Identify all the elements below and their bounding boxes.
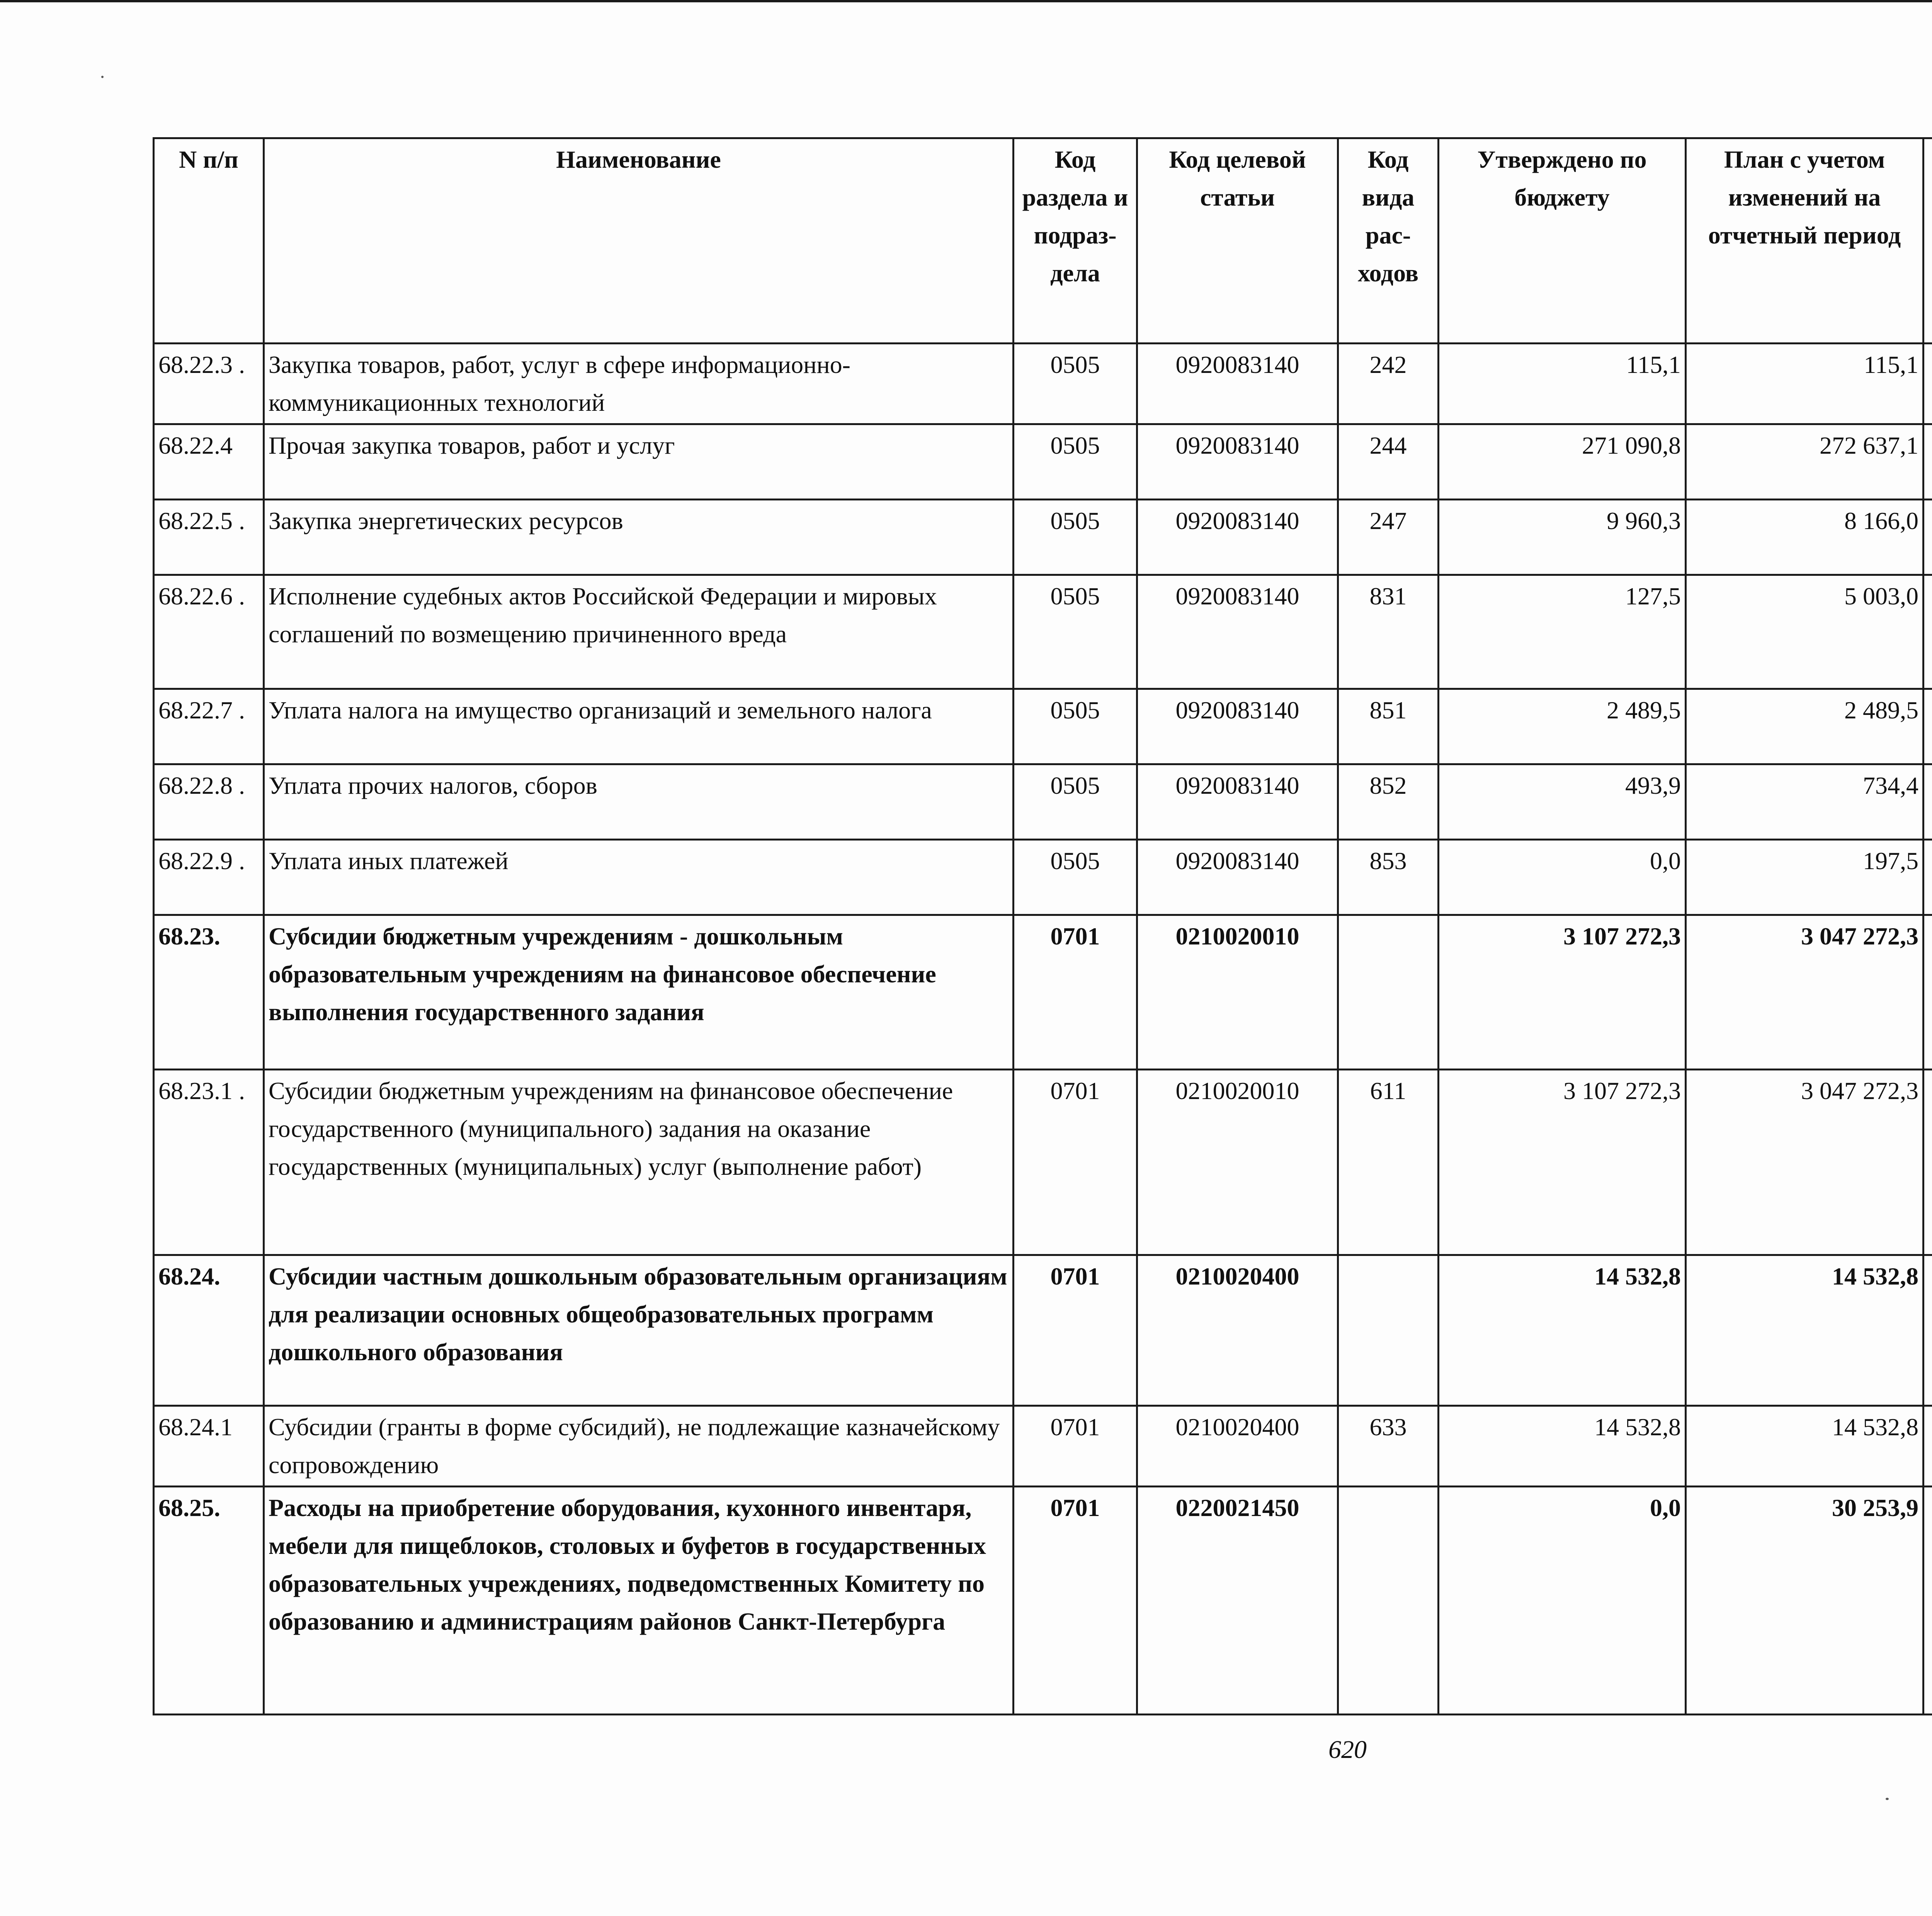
cell-approved: 0,0 <box>1439 840 1686 915</box>
budget-execution-table <box>153 137 1932 1715</box>
cell-number: 68.22.7 . <box>154 689 264 764</box>
cell-target-code: 0210020400 <box>1137 1255 1338 1406</box>
header-target-code: Код целевой статьи <box>1137 138 1338 344</box>
cell-name: Субсидии частным дошкольным образовательным организациям для реализации основных общеобразовательных программ дошкольного образования <box>264 1255 1014 1406</box>
cell-name: Субсидии бюджетным учреждениям на финансовое обеспечение государственного (муниципального) задания на оказание государственных (муниципальных) услуг (выполнение работ) <box>264 1070 1014 1255</box>
cell-expense-type: 244 <box>1338 424 1439 500</box>
cell-expense-type: 611 <box>1338 1070 1439 1255</box>
cell-section-code: 0505 <box>1014 344 1137 424</box>
cell-executed <box>1923 915 1932 1070</box>
cell-target-code: 0920083140 <box>1137 424 1338 500</box>
cell-section-code: 0701 <box>1014 1070 1137 1255</box>
cell-approved: 14 532,8 <box>1439 1406 1686 1487</box>
cell-executed <box>1923 840 1932 915</box>
table-row <box>154 424 1932 500</box>
header-approved: Утверждено по бюджету <box>1439 138 1686 344</box>
cell-plan: 14 532,8 <box>1686 1255 1923 1406</box>
cell-executed <box>1923 1487 1932 1715</box>
header-expense-type-code: Код вида рас-ходов <box>1338 138 1439 344</box>
cell-section-code: 0505 <box>1014 689 1137 764</box>
cell-executed <box>1923 1070 1932 1255</box>
cell-target-code: 0920083140 <box>1137 689 1338 764</box>
cell-approved: 493,9 <box>1439 764 1686 840</box>
page-number: 620 <box>1328 1736 1367 1764</box>
table-row <box>154 840 1932 915</box>
cell-target-code: 0210020010 <box>1137 1070 1338 1255</box>
cell-name: Субсидии (гранты в форме субсидий), не подлежащие казначейскому сопровождению <box>264 1406 1014 1487</box>
cell-name: Уплата прочих налогов, сборов <box>264 764 1014 840</box>
cell-expense-type: 852 <box>1338 764 1439 840</box>
cell-name: Исполнение судебных актов Российской Федерации и мировых соглашений по возмещению причиненного вреда <box>264 575 1014 689</box>
table-row <box>154 689 1932 764</box>
cell-approved: 115,1 <box>1439 344 1686 424</box>
cell-approved: 3 107 272,3 <box>1439 1070 1686 1255</box>
cell-name: Закупка товаров, работ, услуг в сфере информационно-коммуникационных технологий <box>264 344 1014 424</box>
cell-target-code: 0210020010 <box>1137 915 1338 1070</box>
cell-executed <box>1923 1255 1932 1406</box>
cell-number: 68.22.9 . <box>154 840 264 915</box>
header-executed <box>1923 138 1932 344</box>
cell-expense-type <box>1338 915 1439 1070</box>
cell-section-code: 0505 <box>1014 500 1137 575</box>
cell-name: Субсидии бюджетным учреждениям - дошкольным образовательным учреждениям на финансовое обеспечение выполнения государственного задания <box>264 915 1014 1070</box>
cell-approved: 3 107 272,3 <box>1439 915 1686 1070</box>
cell-approved: 2 489,5 <box>1439 689 1686 764</box>
cell-number: 68.23. <box>154 915 264 1070</box>
cell-executed <box>1923 689 1932 764</box>
cell-approved: 9 960,3 <box>1439 500 1686 575</box>
cell-section-code: 0701 <box>1014 1487 1137 1715</box>
cell-approved: 14 532,8 <box>1439 1255 1686 1406</box>
cell-executed <box>1923 344 1932 424</box>
table-row <box>154 915 1932 1070</box>
cell-section-code: 0505 <box>1014 575 1137 689</box>
cell-plan: 30 253,9 <box>1686 1487 1923 1715</box>
cell-number: 68.22.5 . <box>154 500 264 575</box>
cell-target-code: 0920083140 <box>1137 840 1338 915</box>
cell-number: 68.22.8 . <box>154 764 264 840</box>
header-name: Наименование <box>264 138 1014 344</box>
cell-plan: 3 047 272,3 <box>1686 915 1923 1070</box>
cell-number: 68.22.6 . <box>154 575 264 689</box>
cell-expense-type: 247 <box>1338 500 1439 575</box>
cell-executed <box>1923 575 1932 689</box>
cell-section-code: 0701 <box>1014 1406 1137 1487</box>
cell-approved: 0,0 <box>1439 1487 1686 1715</box>
cell-expense-type: 242 <box>1338 344 1439 424</box>
cell-plan: 2 489,5 <box>1686 689 1923 764</box>
cell-number: 68.22.3 . <box>154 344 264 424</box>
cell-approved: 271 090,8 <box>1439 424 1686 500</box>
cell-executed <box>1923 500 1932 575</box>
header-n: N п/п <box>154 138 264 344</box>
cell-name: Уплата налога на имущество организаций и земельного налога <box>264 689 1014 764</box>
header-section-code: Код раздела и подраз-дела <box>1014 138 1137 344</box>
cell-section-code: 0701 <box>1014 915 1137 1070</box>
cell-target-code: 0920083140 <box>1137 500 1338 575</box>
header-plan: План с учетом изменений на отчетный период <box>1686 138 1923 344</box>
scan-speck <box>1886 1798 1889 1800</box>
cell-expense-type: 851 <box>1338 689 1439 764</box>
cell-target-code: 0920083140 <box>1137 344 1338 424</box>
table-row <box>154 1255 1932 1406</box>
scan-border-top <box>0 0 1932 2</box>
cell-number: 68.22.4 <box>154 424 264 500</box>
table-row <box>154 575 1932 689</box>
cell-plan: 734,4 <box>1686 764 1923 840</box>
cell-number: 68.24.1 <box>154 1406 264 1487</box>
table-row <box>154 1070 1932 1255</box>
table-row <box>154 344 1932 424</box>
table-row <box>154 1487 1932 1715</box>
cell-section-code: 0505 <box>1014 840 1137 915</box>
cell-expense-type <box>1338 1487 1439 1715</box>
cell-executed <box>1923 424 1932 500</box>
cell-target-code: 0220021450 <box>1137 1487 1338 1715</box>
cell-expense-type: 831 <box>1338 575 1439 689</box>
cell-number: 68.25. <box>154 1487 264 1715</box>
cell-name: Закупка энергетических ресурсов <box>264 500 1014 575</box>
cell-plan: 272 637,1 <box>1686 424 1923 500</box>
cell-plan: 3 047 272,3 <box>1686 1070 1923 1255</box>
cell-expense-type: 853 <box>1338 840 1439 915</box>
cell-approved: 127,5 <box>1439 575 1686 689</box>
cell-target-code: 0920083140 <box>1137 575 1338 689</box>
table-row <box>154 1406 1932 1487</box>
cell-number: 68.23.1 . <box>154 1070 264 1255</box>
cell-section-code: 0505 <box>1014 764 1137 840</box>
table-row <box>154 500 1932 575</box>
cell-plan: 115,1 <box>1686 344 1923 424</box>
cell-plan: 197,5 <box>1686 840 1923 915</box>
cell-plan: 8 166,0 <box>1686 500 1923 575</box>
cell-target-code: 0210020400 <box>1137 1406 1338 1487</box>
scan-speck <box>101 76 104 78</box>
cell-expense-type <box>1338 1255 1439 1406</box>
cell-number: 68.24. <box>154 1255 264 1406</box>
cell-executed <box>1923 764 1932 840</box>
cell-plan: 5 003,0 <box>1686 575 1923 689</box>
cell-plan: 14 532,8 <box>1686 1406 1923 1487</box>
cell-name: Уплата иных платежей <box>264 840 1014 915</box>
cell-section-code: 0701 <box>1014 1255 1137 1406</box>
table-row <box>154 764 1932 840</box>
cell-target-code: 0920083140 <box>1137 764 1338 840</box>
cell-name: Прочая закупка товаров, работ и услуг <box>264 424 1014 500</box>
cell-executed <box>1923 1406 1932 1487</box>
cell-section-code: 0505 <box>1014 424 1137 500</box>
cell-name: Расходы на приобретение оборудования, кухонного инвентаря, мебели для пищеблоков, столовых и буфетов в государственных образовательных учреждениях, подведомственных Комитету по образованию и администрациям районов Санкт-Петербурга <box>264 1487 1014 1715</box>
cell-expense-type: 633 <box>1338 1406 1439 1487</box>
